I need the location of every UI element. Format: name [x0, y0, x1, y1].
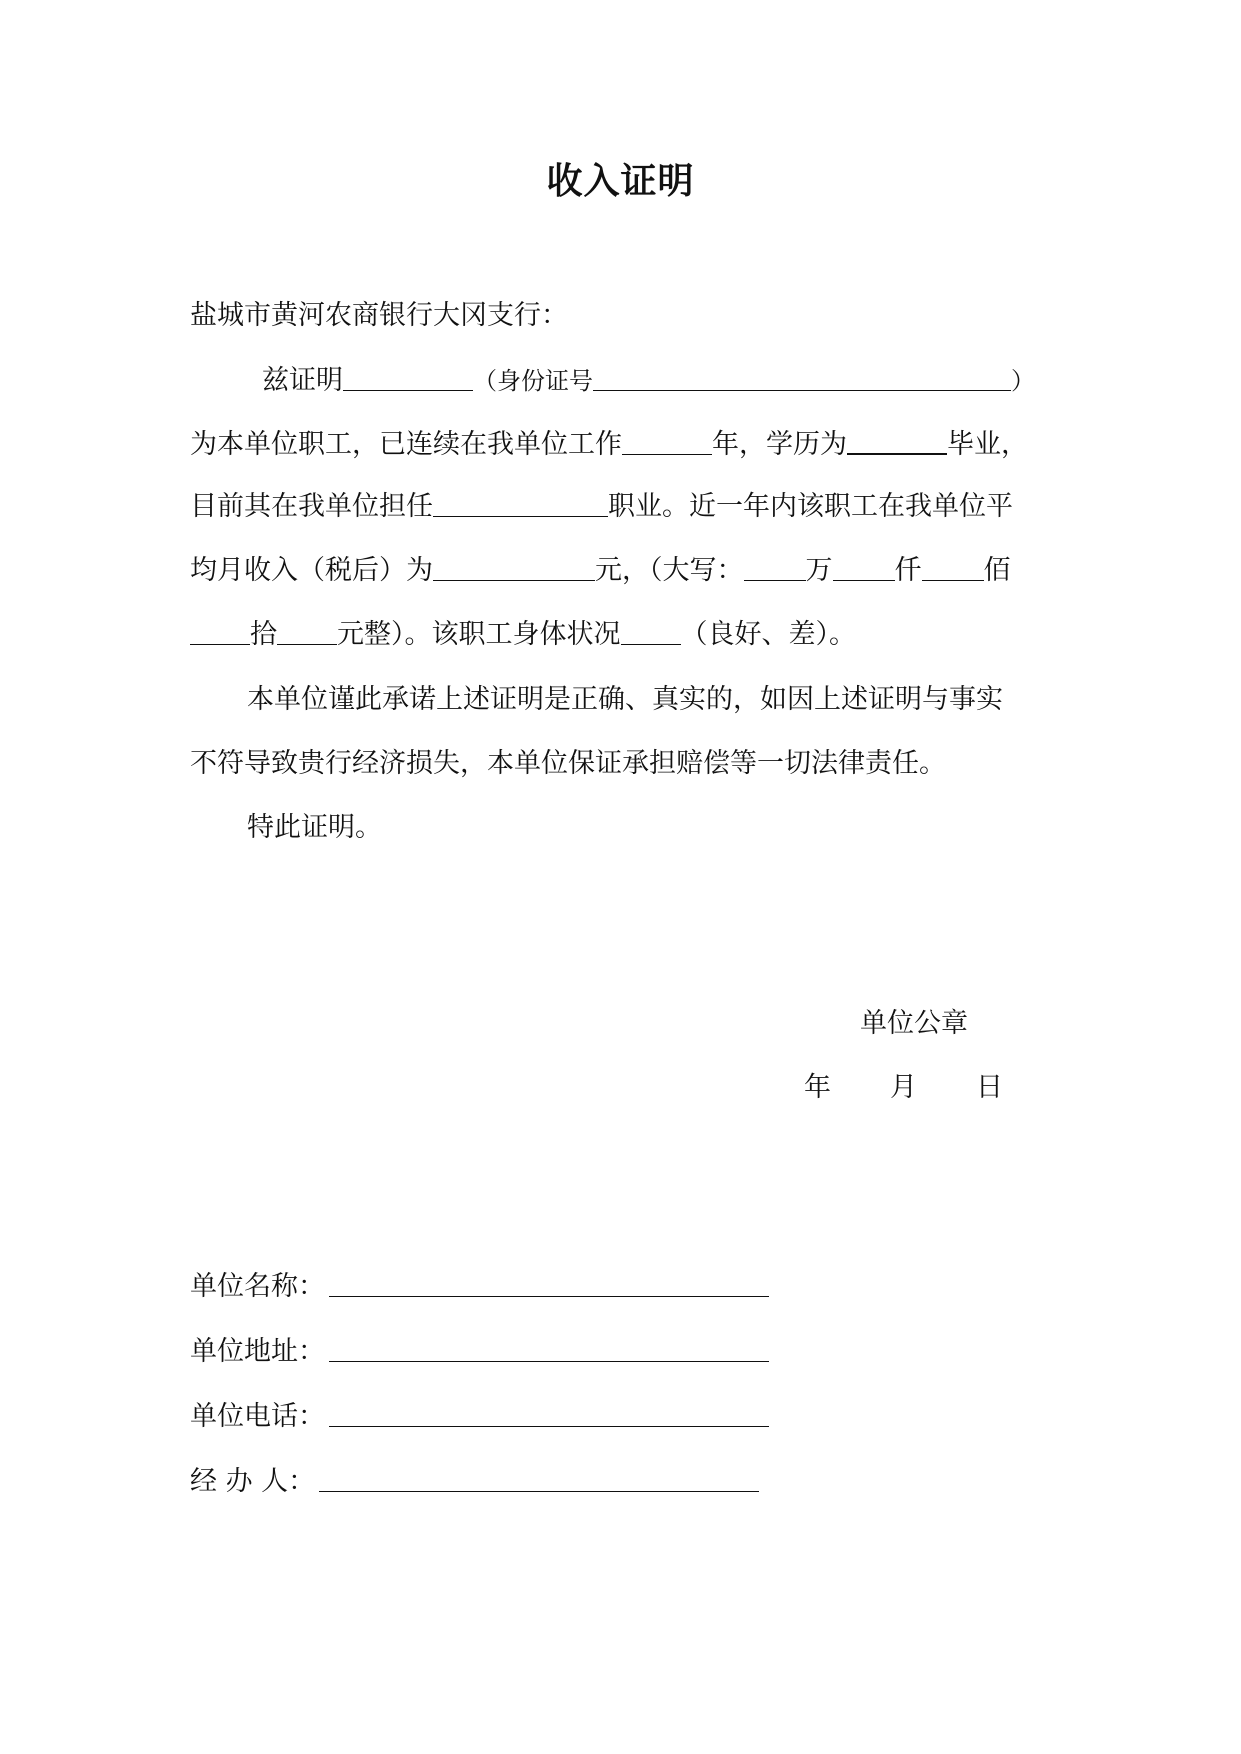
bai-blank[interactable]: [922, 552, 984, 581]
unit-name-blank[interactable]: [329, 1268, 769, 1297]
text-bai: 佰: [983, 555, 1011, 586]
text-employee: 为本单位职工，已连续在我单位工作: [190, 429, 622, 460]
text-position: 目前其在我单位担任: [190, 491, 433, 522]
para1-line2: [190, 425, 1028, 463]
field-unit-name: [190, 1268, 769, 1305]
unit-phone-blank[interactable]: [329, 1398, 769, 1427]
text-income-intro: 职业。近一年内该职工在我单位平: [608, 491, 1013, 522]
text-capital: 元，（大写：: [595, 555, 744, 586]
handler-blank[interactable]: [319, 1463, 759, 1492]
text-qian: 仟: [894, 555, 922, 586]
shi-blank[interactable]: [190, 616, 250, 645]
addressee: 盐城市黄河农商银行大冈支行：: [190, 300, 568, 331]
field-unit-address: [190, 1333, 769, 1370]
wan-blank[interactable]: [744, 552, 806, 581]
name-blank[interactable]: [343, 362, 473, 391]
field-label: 单位地址：: [190, 1336, 325, 1367]
text-graduate: 毕业，: [947, 429, 1028, 460]
field-label: 单位名称：: [190, 1271, 325, 1302]
id-number-blank[interactable]: [593, 362, 1011, 391]
text-health-options: （良好、差）。: [680, 619, 856, 650]
text-monthly-income: 均月收入（税后）为: [190, 555, 433, 586]
text-certify: 兹证明: [262, 365, 343, 396]
text-id-label: （身份证号: [473, 367, 593, 395]
para1-line1: [262, 362, 1035, 399]
text-shi: 拾: [250, 619, 277, 650]
education-blank[interactable]: [847, 425, 947, 455]
date-day: 日: [976, 1072, 1003, 1103]
text-wan: 万: [805, 555, 833, 586]
income-amount-blank[interactable]: [433, 552, 595, 581]
text-health: 元整）。该职工身体状况: [337, 619, 621, 650]
closing-text: 特此证明。: [247, 812, 382, 843]
position-blank[interactable]: [433, 488, 608, 517]
text-close-paren: ）: [1011, 367, 1035, 395]
date-year: 年: [804, 1072, 831, 1103]
field-handler: [190, 1463, 759, 1500]
text-education: 年，学历为: [712, 429, 847, 460]
para2-line2: 不符导致贵行经济损失，本单位保证承担赔偿等一切法律责任。: [190, 748, 946, 779]
para1-line3: [190, 488, 1013, 525]
field-label: 经 办 人：: [190, 1466, 316, 1497]
field-label: 单位电话：: [190, 1401, 325, 1432]
yuan-blank[interactable]: [277, 616, 337, 645]
para2-line1: 本单位谨此承诺上述证明是正确、真实的，如因上述证明与事实: [247, 684, 1003, 715]
para1-line4: [190, 552, 1011, 589]
health-blank[interactable]: [621, 616, 681, 645]
para1-line5: [190, 616, 856, 653]
unit-address-blank[interactable]: [329, 1333, 769, 1362]
years-blank[interactable]: [622, 426, 712, 455]
date-month: 月: [890, 1072, 917, 1103]
qian-blank[interactable]: [833, 552, 895, 581]
document-title: 收入证明: [546, 161, 695, 202]
seal-label: 单位公章: [860, 1008, 968, 1039]
field-unit-phone: [190, 1398, 769, 1435]
